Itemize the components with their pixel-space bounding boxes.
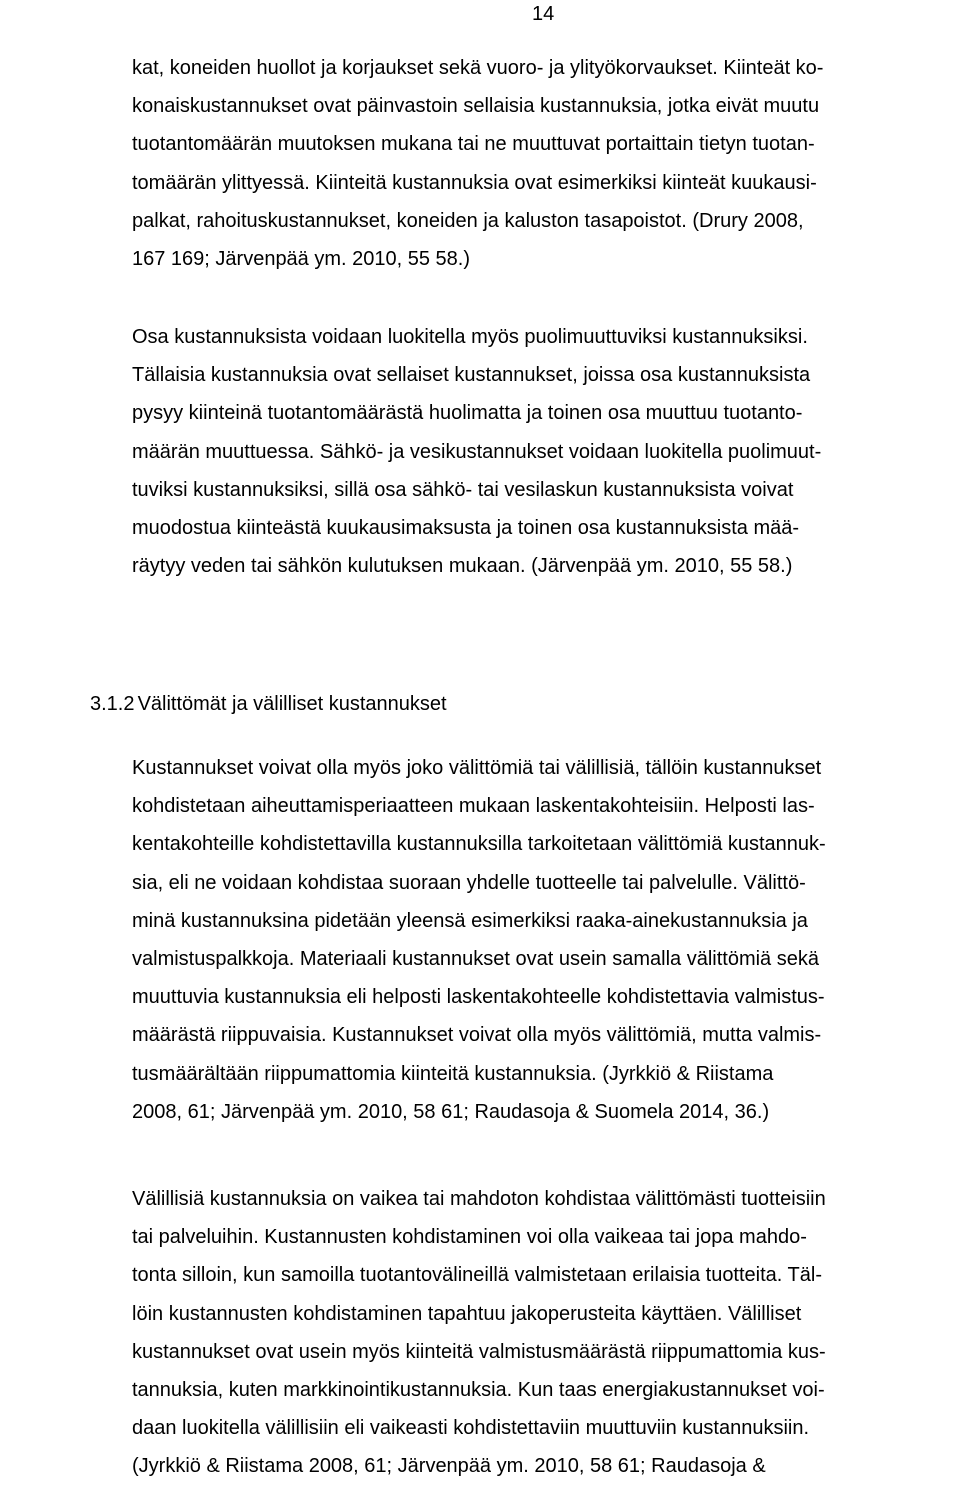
text-line: muodostua kiinteästä kuukausimaksusta ja toinen osa kustannuksista mää- xyxy=(132,516,800,539)
text-line: Tällaisia kustannuksia ovat sellaiset kustannukset, joissa osa kustannuksista xyxy=(132,364,811,387)
text-line: tuviksi kustannuksiksi, sillä osa sähkö- tai vesilaskun kustannuksista voivat xyxy=(132,478,794,501)
text-line: 167 169; Järvenpää ym. 2010, 55 58.) xyxy=(132,247,471,270)
text-line: räytyy veden tai sähkön kulutuksen mukaan. (Järvenpää ym. 2010, 55 58.) xyxy=(132,555,793,578)
text-line: minä kustannuksina pidetään yleensä esimerkiksi raaka-ainekustannuksia ja xyxy=(132,909,808,932)
text-line: muuttuvia kustannuksia eli helposti laskentakohteelle kohdistettavia valmistus- xyxy=(132,986,825,1009)
paragraph-fixed-costs xyxy=(132,49,932,278)
text-line: tuotantomäärän muutoksen mukana tai ne muuttuvat portaittain tietyn tuotan- xyxy=(132,133,815,156)
text-line: tonta silloin, kun samoilla tuotantovälineillä valmistetaan erilaisia tuotteita. Täl- xyxy=(132,1264,822,1287)
text-line: Kustannukset voivat olla myös joko välittömiä tai välillisiä, tällöin kustannukset xyxy=(132,757,822,779)
text-line: löin kustannusten kohdistaminen tapahtuu jakoperusteita käyttäen. Välilliset xyxy=(132,1302,802,1325)
text-line: palkat, rahoituskustannukset, koneiden ja kaluston tasapoistot. (Drury 2008, xyxy=(132,209,804,232)
text-line: kat, koneiden huollot ja korjaukset sekä vuoro- ja ylityökorvaukset. Kiinteät ko- xyxy=(132,57,824,79)
text-line: tai palveluihin. Kustannusten kohdistaminen voi olla vaikeaa tai jopa mahdo- xyxy=(132,1226,807,1249)
page-number: 14 xyxy=(532,3,555,25)
text-line: tannuksia, kuten markkinointikustannuksia. Kun taas energiakustannukset voi- xyxy=(132,1378,825,1401)
text-line: sia, eli ne voidaan kohdistaa suoraan yhdelle tuotteelle tai palvelulle. Välittö- xyxy=(132,871,806,894)
text-line: kohdistetaan aiheuttamisperiaatteen mukaan laskentakohteisiin. Helposti las- xyxy=(132,795,815,818)
text-line: pysyy kiinteinä tuotantomäärästä huolimatta ja toinen osa muuttuu tuotanto- xyxy=(132,402,803,425)
text-line: Välillisiä kustannuksia on vaikea tai mahdoton kohdistaa välittömästi tuotteisiin xyxy=(132,1188,826,1210)
section-number: 3.1.2 xyxy=(90,693,135,715)
text-line: Osa kustannuksista voidaan luokitella myös puolimuuttuviksi kustannuksiksi. xyxy=(132,326,808,348)
paragraph-direct-costs xyxy=(132,749,932,1131)
text-line: tomäärän ylittyessä. Kiinteitä kustannuksia ovat esimerkiksi kiinteät kuukausi- xyxy=(132,171,817,194)
text-line: 2008, 61; Järvenpää ym. 2010, 58 61; Raudasoja & Suomela 2014, 36.) xyxy=(132,1100,770,1123)
section-title: Välittömät ja välilliset kustannukset xyxy=(137,693,447,715)
text-line: (Jyrkkiö & Riistama 2008, 61; Järvenpää ym. 2010, 58 61; Raudasoja & xyxy=(132,1455,766,1478)
text-line: daan luokitella välillisiin eli vaikeasti kohdistettaviin muuttuviin kustannuksiin. xyxy=(132,1417,810,1440)
text-line: kentakohteille kohdistettavilla kustannuksilla tarkoitetaan välittömiä kustannuk- xyxy=(132,833,826,856)
section-heading xyxy=(90,686,447,722)
paragraph-semi-variable-costs xyxy=(132,318,932,585)
text-line: konaiskustannukset ovat päinvastoin sellaisia kustannuksia, jotka eivät muutu xyxy=(132,95,820,118)
paragraph-indirect-costs xyxy=(132,1180,932,1486)
text-line: tusmäärältään riippumattomia kiinteitä kustannuksia. (Jyrkkiö & Riistama xyxy=(132,1062,774,1085)
text-line: määrästä riippuvaisia. Kustannukset voivat olla myös välittömiä, mutta valmis- xyxy=(132,1024,822,1047)
text-line: valmistuspalkkoja. Materiaali kustannukset ovat usein samalla välittömiä sekä xyxy=(132,947,819,970)
text-line: määrän muuttuessa. Sähkö- ja vesikustannukset voidaan luokitella puolimuut- xyxy=(132,440,822,463)
text-line: kustannukset ovat usein myös kiinteitä valmistusmäärästä riippumattomia kus- xyxy=(132,1340,826,1363)
